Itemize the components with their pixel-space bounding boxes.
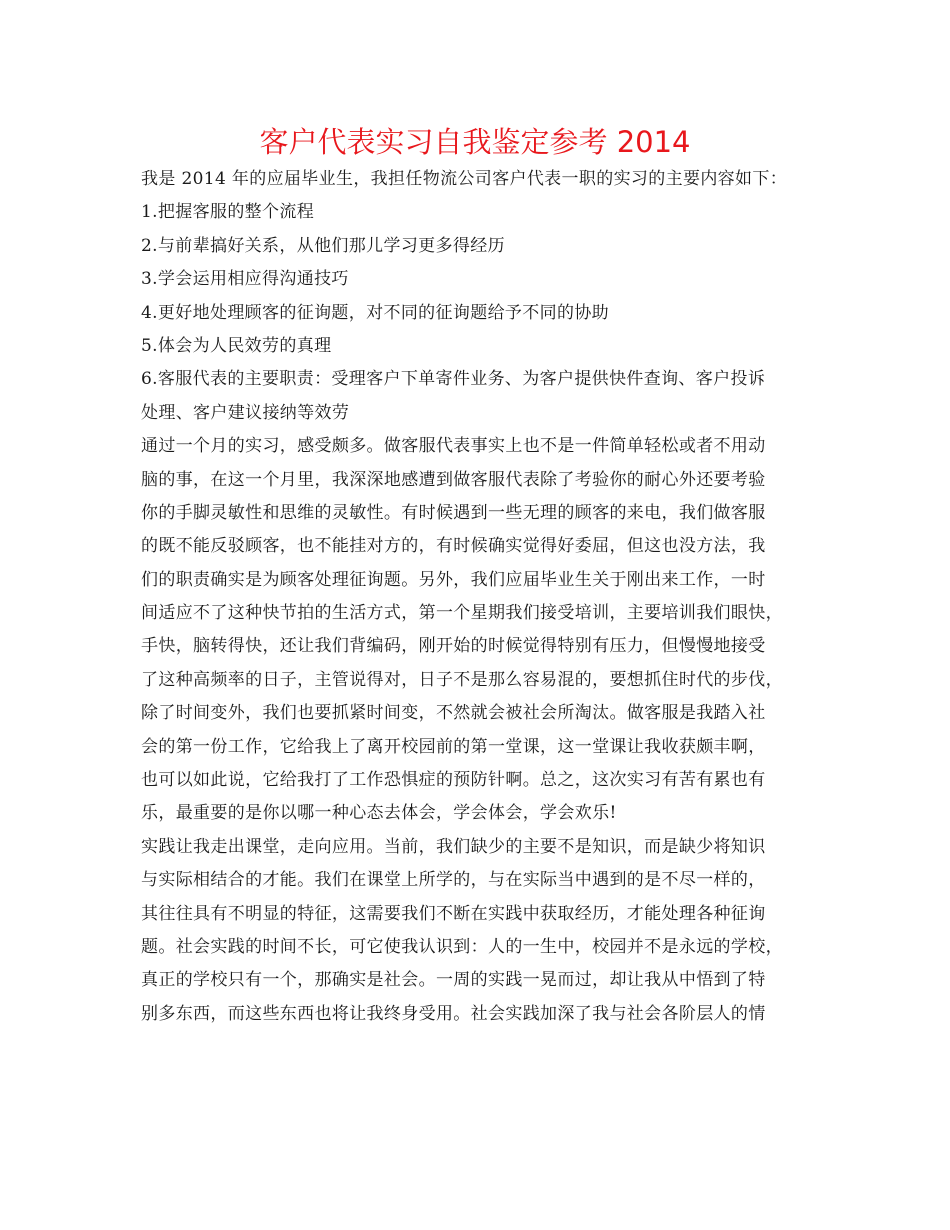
- body-line: 1.把握客服的整个流程: [141, 202, 315, 223]
- body-line: 除了时间变外，我们也要抓紧时间变，不然就会被社会所淘汰。做客服是我踏入社: [141, 703, 766, 724]
- body-line: 2.与前辈搞好关系，从他们那儿学习更多得经历: [141, 235, 505, 256]
- document-body: [141, 163, 821, 1031]
- body-line: 会的第一份工作，它给我上了离开校园前的第一堂课，这一堂课让我收获颇丰啊，: [141, 736, 766, 757]
- body-line: 脑的事，在这一个月里，我深深地感遭到做客服代表除了考验你的耐心外还要考验: [141, 469, 766, 490]
- body-line: 的既不能反驳顾客，也不能挂对方的，有时候确实觉得好委屈，但这也没方法，我: [141, 536, 766, 557]
- body-line: 你的手脚灵敏性和思维的灵敏性。有时候遇到一些无理的顾客的来电，我们做客服: [141, 502, 766, 523]
- body-line: 其往往具有不明显的特征，这需要我们不断在实践中获取经历，才能处理各种征询: [141, 903, 766, 924]
- body-line: 们的职责确实是为顾客处理征询题。另外，我们应届毕业生关于刚出来工作，一时: [141, 569, 766, 590]
- body-line: 题。社会实践的时间不长，可它使我认识到：人的一生中，校园并不是永远的学校，: [141, 936, 783, 957]
- body-line: 6.客服代表的主要职责：受理客户下单寄件业务、为客户提供快件查询、客户投诉: [141, 369, 766, 390]
- body-line: 4.更好地处理顾客的征询题，对不同的征询题给予不同的协助: [141, 302, 610, 323]
- body-line: 了这种高频率的日子，主管说得对，日子不是那么容易混的，要想抓住时代的步伐，: [141, 669, 783, 690]
- document-title: 客户代表实习自我鉴定参考 2014: [259, 125, 691, 159]
- body-line: 与实际相结合的才能。我们在课堂上所学的，与在实际当中遇到的是不尽一样的，: [141, 870, 766, 891]
- body-line: 我是 2014 年的应届毕业生，我担任物流公司客户代表一职的实习的主要内容如下：: [141, 169, 788, 189]
- body-line: 也可以如此说，它给我打了工作恐惧症的预防针啊。总之，这次实习有苦有累也有: [141, 770, 766, 791]
- body-line: 真正的学校只有一个，那确实是社会。一周的实践一晃而过，却让我从中悟到了特: [141, 970, 766, 991]
- body-line: 实践让我走出课堂，走向应用。当前，我们缺少的主要不是知识，而是缺少将知识: [141, 836, 766, 857]
- body-line: 5.体会为人民效劳的真理: [141, 335, 332, 356]
- body-line: 手快，脑转得快，还让我们背编码，刚开始的时候觉得特别有压力，但慢慢地接受: [141, 636, 766, 657]
- body-line: 别多东西，而这些东西也将让我终身受用。社会实践加深了我与社会各阶层人的情: [141, 1003, 766, 1024]
- body-line: 处理、客户建议接纳等效劳: [141, 402, 350, 423]
- body-line: 间适应不了这种快节拍的生活方式，第一个星期我们接受培训，主要培训我们眼快，: [141, 603, 783, 624]
- body-line: 3.学会运用相应得沟通技巧: [141, 269, 349, 290]
- body-line: 通过一个月的实习，感受颇多。做客服代表事实上也不是一件简单轻松或者不用动: [141, 436, 766, 457]
- body-line: 乐，最重要的是你以哪一种心态去体会，学会体会，学会欢乐!: [141, 803, 617, 824]
